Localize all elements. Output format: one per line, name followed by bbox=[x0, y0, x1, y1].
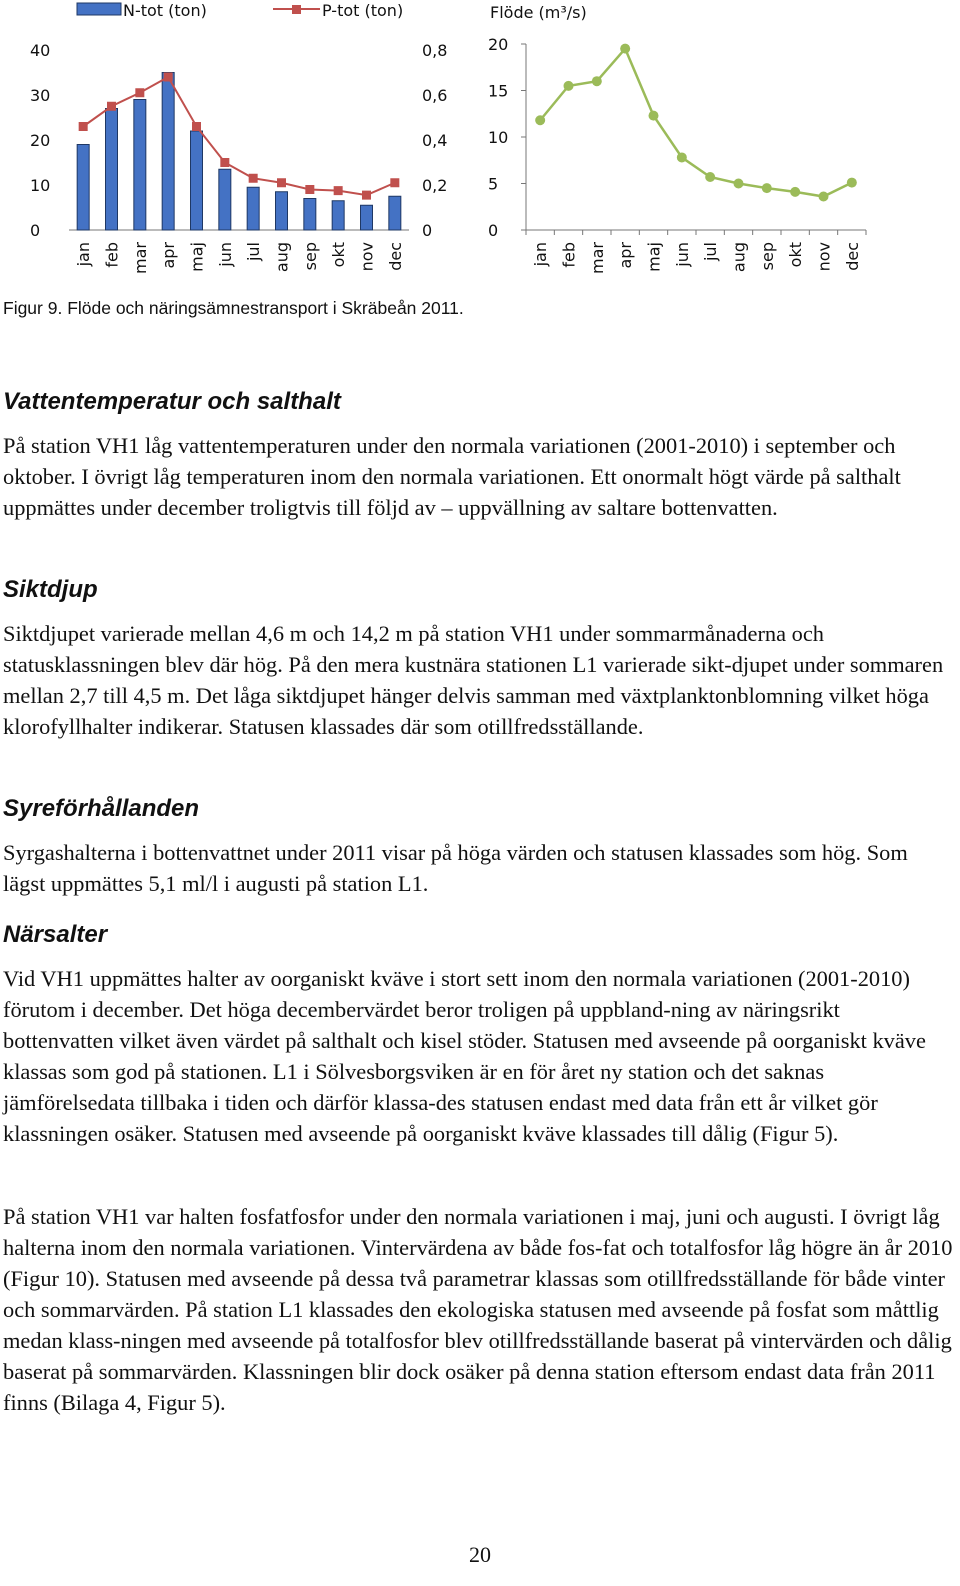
x-tick-label: okt bbox=[786, 242, 806, 268]
data-point bbox=[107, 102, 116, 111]
data-point bbox=[79, 122, 88, 131]
y-axis-label: Flöde (m³/s) bbox=[490, 3, 587, 22]
y-tick-label: 20 bbox=[488, 35, 509, 54]
data-point bbox=[705, 172, 715, 182]
bar bbox=[389, 196, 401, 230]
x-tick-label: apr bbox=[616, 242, 636, 269]
data-point bbox=[734, 179, 744, 189]
page-number: 20 bbox=[469, 1542, 491, 1567]
y-tick-label-right: 0,6 bbox=[422, 86, 448, 105]
y-tick-label-right: 0,4 bbox=[422, 131, 448, 150]
y-tick-label-left: 30 bbox=[30, 86, 51, 105]
x-tick-label: nov bbox=[814, 242, 834, 272]
data-point bbox=[620, 44, 630, 54]
legend-label: P-tot (ton) bbox=[322, 1, 404, 20]
y-tick-label-left: 20 bbox=[30, 131, 51, 150]
y-tick-label: 5 bbox=[488, 174, 499, 194]
data-point bbox=[762, 183, 772, 193]
x-tick-label: jul bbox=[701, 242, 721, 262]
y-tick-label: 10 bbox=[488, 128, 509, 147]
x-tick-label: dec bbox=[842, 242, 862, 271]
bar bbox=[276, 192, 288, 230]
x-tick-label: jul bbox=[244, 242, 264, 262]
x-tick-label: apr bbox=[159, 242, 179, 269]
bar bbox=[247, 187, 259, 230]
series-line bbox=[540, 49, 852, 197]
paragraph-oxygen: Syrgashalterna i bottenvattnet under 2011 visar på höga värden och statusen klassades som hög. Som lägst uppmättes 5,1 ml/l i augusti på station L1. bbox=[3, 840, 908, 896]
bar bbox=[134, 100, 146, 231]
bar bbox=[361, 205, 373, 230]
section-heading-nutrients: Närsalter bbox=[3, 921, 108, 948]
data-point bbox=[819, 192, 829, 202]
data-point bbox=[249, 174, 258, 183]
series-line bbox=[83, 77, 395, 195]
data-point bbox=[649, 111, 659, 121]
data-point bbox=[192, 122, 201, 131]
x-tick-label: nov bbox=[357, 242, 377, 272]
bar bbox=[332, 201, 344, 230]
data-point bbox=[592, 76, 602, 86]
section-heading-temperature: Vattentemperatur och salthalt bbox=[3, 388, 341, 415]
paragraph-secchi: Siktdjupet varierade mellan 4,6 m och 14,2 m på station VH1 under sommarmånaderna och statusklassningen blev där hög. På den mera kustnära stationen L1 varierade sikt-djupet under sommaren mellan 2,7 till 4,5 m. Det låga siktdjupet hänger delvis samman med växtplanktonblomning vilket höga klorofyllhalter indikerar. Statusen klassades där som otillfredsställande. bbox=[3, 621, 944, 739]
x-tick-label: dec bbox=[385, 242, 405, 271]
x-tick-label: mar bbox=[587, 242, 607, 274]
legend-label: N-tot (ton) bbox=[123, 1, 207, 20]
x-tick-label: okt bbox=[329, 242, 349, 268]
y-tick-label-right: 0 bbox=[422, 221, 433, 240]
flow-chart bbox=[470, 0, 960, 290]
paragraph-nutrients-phosphorus: På station VH1 var halten fosfatfosfor under den normala variationen i maj, juni och augusti. I övrigt låg halterna inom den normala variationen. Vintervärdena av både fos-fat och totalfosfor låg högre än år 2010 (Figur 10). Statusen med avseende på dessa två parametrar klassas som otillfredsställande för både vinter och sommarvärden. På station L1 klassades den ekologiska statusen med avseende på fosfat som måttlig medan klass-ningen med avseende på totalfosfor blev otillfredsställande baserat på vintervärden och dålig baserat på sommarvärden. Klassningen blir dock osäker på denna station eftersom endast data från 2011 finns (Bilaga 4, Figur 5). bbox=[3, 1204, 953, 1415]
data-point bbox=[164, 73, 173, 82]
data-point bbox=[677, 152, 687, 162]
x-tick-label: maj bbox=[187, 242, 207, 272]
data-point bbox=[790, 187, 800, 197]
paragraph-nutrients-nitrogen: Vid VH1 uppmättes halter av oorganiskt kväve i stort sett inom den normala variationen (2001-2010) förutom i december. Det höga decembervärdet beror troligen på uppbland-ning av näringsrikt bottenvatten vilket även värdet på salthalt och kisel stöder. Statusen med avseende på oorganiskt kväve klassas som god på stationen. L1 i Sölvesborgsviken är en för året ny station och det saknas jämförelsedata tillbaka i tiden och därför klassa-des statusen endast med data från ett år vilket gör klassningen osäker. Statusen med avseende på oorganiskt kväve klassades till dålig (Figur 5). bbox=[3, 966, 926, 1146]
paragraph-temperature: På station VH1 låg vattentemperaturen under den normala variationen (2001-2010) i september och oktober. I övrigt låg temperaturen inom den normala variationen. Ett onormalt högt värde på salthalt uppmättes under december troligtvis till följd av – uppvällning av saltare bottenvatten. bbox=[3, 433, 901, 520]
legend-swatch bbox=[77, 3, 121, 15]
bar bbox=[304, 199, 316, 231]
nutrient-transport-chart bbox=[0, 0, 470, 290]
figure-caption: Figur 9. Flöde och näringsämnestransport i Skräbeån 2011. bbox=[3, 298, 464, 318]
data-point bbox=[362, 191, 371, 200]
data-point bbox=[847, 178, 857, 188]
x-tick-label: jan bbox=[531, 242, 551, 267]
x-tick-label: jun bbox=[215, 242, 235, 267]
legend-swatch bbox=[292, 5, 301, 14]
x-tick-label: jan bbox=[74, 242, 94, 267]
data-point bbox=[277, 178, 286, 187]
y-tick-label: 15 bbox=[488, 81, 509, 101]
y-tick-label-right: 0,8 bbox=[422, 41, 448, 60]
y-tick-label-left: 0 bbox=[30, 221, 41, 240]
x-tick-label: aug bbox=[729, 242, 749, 273]
x-tick-label: mar bbox=[130, 242, 150, 274]
bar bbox=[77, 145, 89, 231]
data-point bbox=[220, 158, 229, 167]
data-point bbox=[390, 178, 399, 187]
bar bbox=[191, 131, 203, 230]
data-point bbox=[535, 115, 545, 125]
data-point bbox=[305, 185, 314, 194]
bar bbox=[106, 109, 118, 231]
data-point bbox=[135, 88, 144, 97]
y-tick-label-left: 10 bbox=[30, 176, 51, 195]
x-tick-label: feb bbox=[559, 242, 579, 268]
x-tick-label: sep bbox=[757, 242, 777, 271]
section-heading-secchi: Siktdjup bbox=[3, 576, 98, 603]
y-tick-label-right: 0,2 bbox=[422, 176, 448, 195]
x-tick-label: feb bbox=[102, 242, 122, 268]
section-heading-oxygen: Syreförhållanden bbox=[3, 795, 200, 822]
y-tick-label-left: 40 bbox=[30, 41, 51, 60]
bar bbox=[219, 169, 231, 230]
data-point bbox=[334, 186, 343, 195]
x-tick-label: sep bbox=[300, 242, 320, 271]
bar bbox=[162, 73, 174, 231]
y-tick-label: 0 bbox=[488, 221, 499, 240]
data-point bbox=[564, 81, 574, 91]
x-tick-label: jun bbox=[672, 242, 692, 267]
x-tick-label: aug bbox=[272, 242, 292, 273]
x-tick-label: maj bbox=[644, 242, 664, 272]
